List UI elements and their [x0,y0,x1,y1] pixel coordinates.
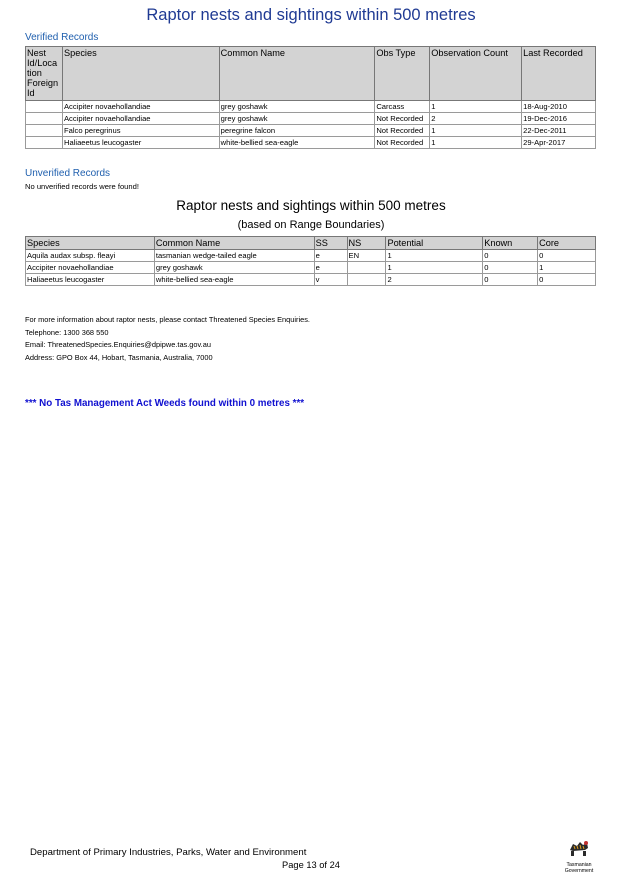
contact-info [25,314,310,364]
ns-cell: EN [347,250,386,262]
page-title: Raptor nests and sightings within 500 metres [146,6,476,24]
core-cell: 0 [538,274,596,286]
observation-count-cell: 1 [430,137,522,149]
col-known: Known [483,237,538,250]
last-recorded-cell: 22-Dec-2011 [522,125,596,137]
col-common-name: Common Name [154,237,314,250]
footer-department: Department of Primary Industries, Parks, Water and Environment [30,847,307,858]
col-species: Species [62,47,219,101]
col-observation-count: Observation Count [430,47,522,101]
contact-intro: For more information about raptor nests, please contact Threatened Species Enquiries. [25,315,310,324]
table-row [26,101,596,113]
col-core: Core [538,237,596,250]
ns-cell [347,274,386,286]
species-cell: Falco peregrinus [62,125,219,137]
potential-cell: 1 [386,250,483,262]
table-row [26,274,596,286]
table-row [26,125,596,137]
contact-address: Address: GPO Box 44, Hobart, Tasmania, Australia, 7000 [25,352,213,362]
tasmanian-tiger-icon [567,836,591,858]
ss-cell: v [314,274,347,286]
verified-records-heading: Verified Records [25,32,99,43]
range-section-subtitle: (based on Range Boundaries) [237,219,385,231]
observation-count-cell: 2 [430,113,522,125]
range-boundaries-table [25,236,596,286]
table-row [26,137,596,149]
col-species: Species [26,237,155,250]
potential-cell: 2 [386,274,483,286]
table-row [26,262,596,274]
obs-type-cell: Not Recorded [375,113,430,125]
weeds-notice: *** No Tas Management Act Weeds found within 0 metres *** [25,398,305,409]
footer-page-number: Page 13 of 24 [282,860,340,870]
verified-records-table [25,46,596,149]
tasmanian-government-logo [558,836,600,872]
nest-id-cell [26,113,63,125]
nest-id-cell [26,101,63,113]
common-name-cell: grey goshawk [219,101,375,113]
last-recorded-cell: 29-Apr-2017 [522,137,596,149]
common-name-cell: peregrine falcon [219,125,375,137]
unverified-records-note: No unverified records were found! [25,182,139,191]
species-cell: Haliaeetus leucogaster [62,137,219,149]
col-ns: NS [347,237,386,250]
common-name-cell: grey goshawk [219,113,375,125]
logo-text-line1: Tasmanian [566,862,592,868]
species-cell: Accipiter novaehollandiae [62,101,219,113]
species-cell: Accipiter novaehollandiae [26,262,155,274]
col-nest-id: Nest Id/Loca tion Foreign Id [26,47,63,101]
common-name-cell: white-bellied sea-eagle [154,274,314,286]
table-row [26,113,596,125]
logo-text-line2: Government [564,867,594,874]
obs-type-cell: Carcass [375,101,430,113]
species-cell: Haliaeetus leucogaster [26,274,155,286]
common-name-cell: white-bellied sea-eagle [219,137,375,149]
unverified-records-heading: Unverified Records [25,168,111,179]
observation-count-cell: 1 [430,125,522,137]
ss-cell: e [314,262,347,274]
known-cell: 0 [483,274,538,286]
ss-cell: e [314,250,347,262]
ns-cell [347,262,386,274]
col-potential: Potential [386,237,483,250]
known-cell: 0 [483,262,538,274]
col-ss: SS [314,237,347,250]
last-recorded-cell: 19-Dec-2016 [522,113,596,125]
col-common-name: Common Name [219,47,375,101]
potential-cell: 1 [386,262,483,274]
observation-count-cell: 1 [430,101,522,113]
species-cell: Aquila audax subsp. fleayi [26,250,155,262]
common-name-cell: tasmanian wedge-tailed eagle [154,250,314,262]
core-cell: 1 [538,262,596,274]
contact-email: Email: ThreatenedSpecies.Enquiries@dpipwe.tas.gov.au [25,340,211,350]
table-row [26,250,596,262]
species-cell: Accipiter novaehollandiae [62,113,219,125]
contact-telephone: Telephone: 1300 368 550 [25,327,109,337]
core-cell: 0 [538,250,596,262]
range-section-title: Raptor nests and sightings within 500 metres [176,198,446,213]
nest-id-cell [26,137,63,149]
last-recorded-cell: 18-Aug-2010 [522,101,596,113]
col-last-recorded: Last Recorded [522,47,596,101]
obs-type-cell: Not Recorded [375,125,430,137]
obs-type-cell: Not Recorded [375,137,430,149]
col-obs-type: Obs Type [375,47,430,101]
common-name-cell: grey goshawk [154,262,314,274]
nest-id-cell [26,125,63,137]
known-cell: 0 [483,250,538,262]
